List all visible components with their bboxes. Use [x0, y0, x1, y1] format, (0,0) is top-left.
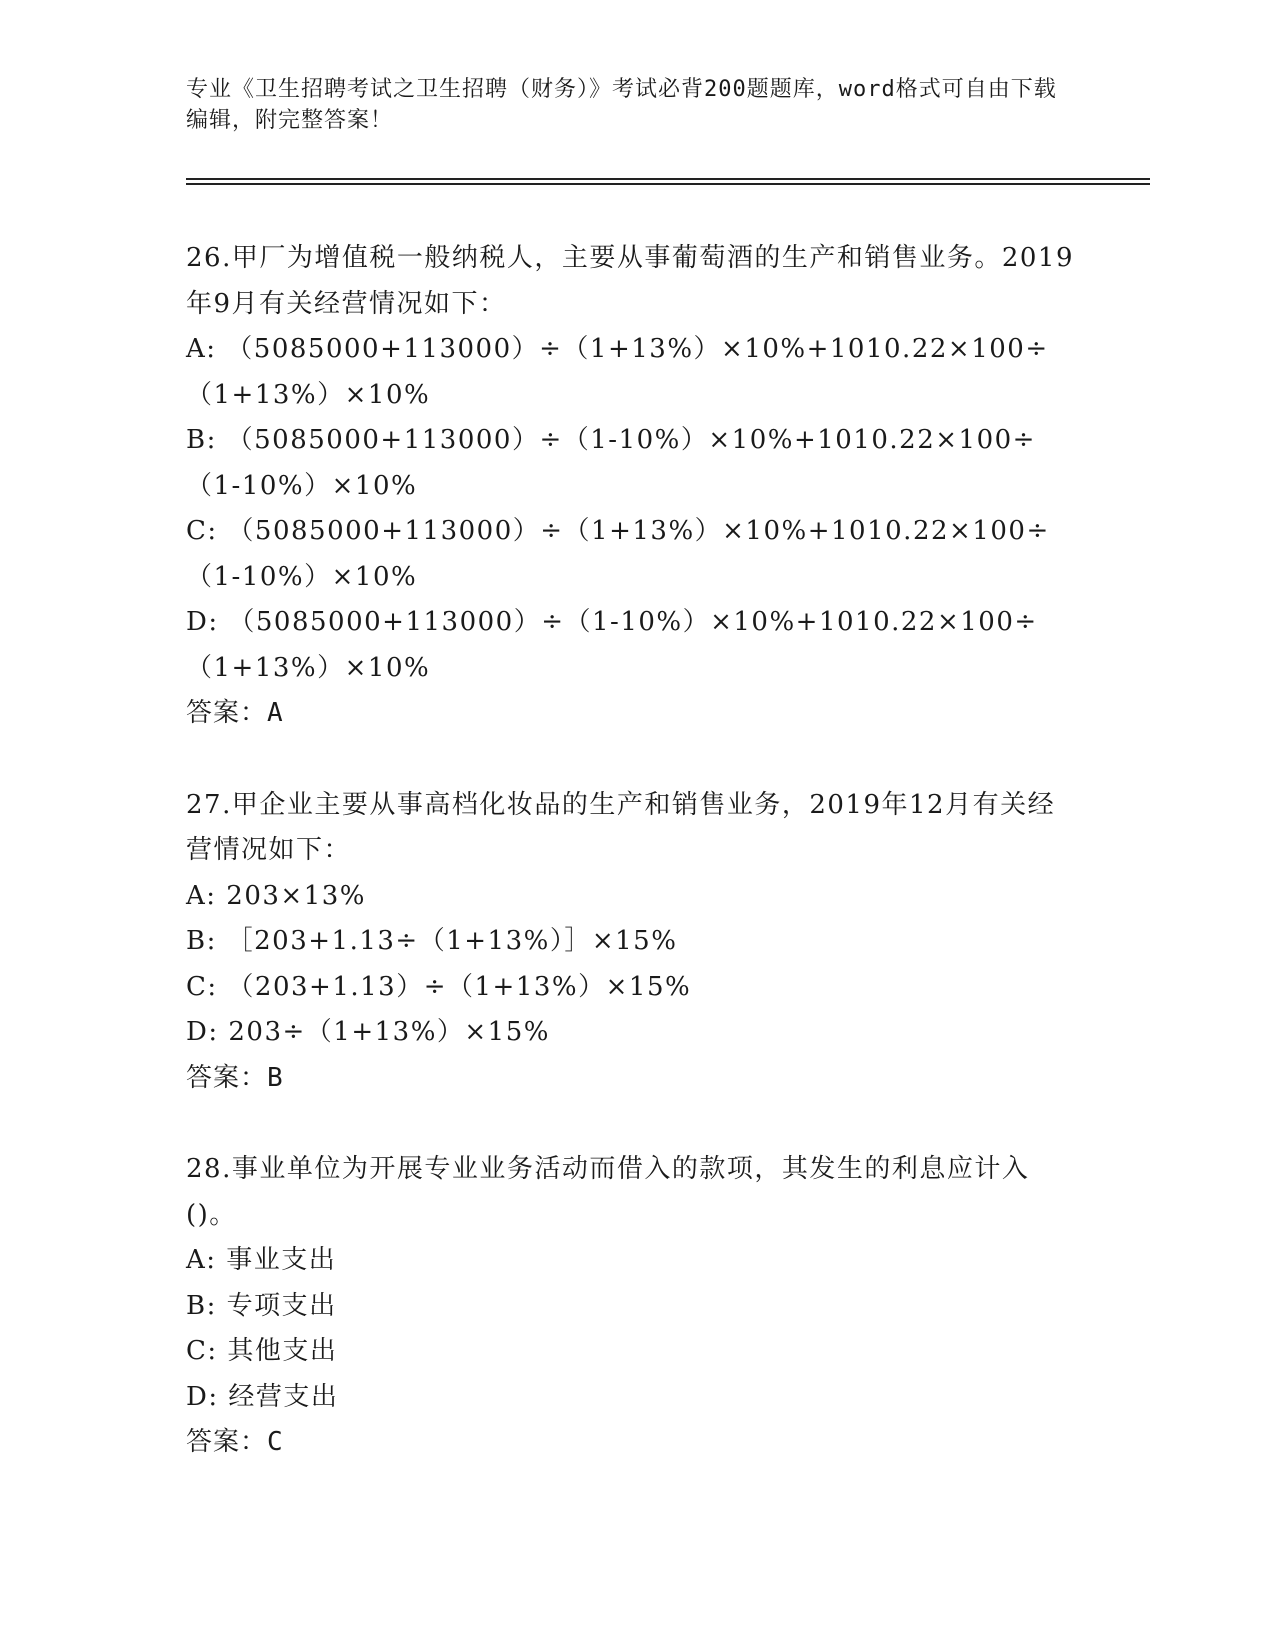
answer-line: 答案：A	[186, 698, 284, 728]
document-header	[186, 74, 1066, 136]
question-27	[186, 783, 1076, 1102]
option-c: C: 其他支出	[186, 1336, 338, 1366]
option-c: C: （203+1.13）÷（1+13%）×15%	[186, 971, 692, 1002]
option-d: D: 经营支出	[186, 1381, 339, 1412]
option-a: A: 203×13%	[186, 880, 367, 911]
header-divider-top	[186, 178, 1150, 180]
option-c: C: （5085000+113000）÷（1+13%）×10%+1010.22×100÷（1-10%）×10%	[186, 516, 1050, 592]
option-d: D: 203÷（1+13%）×15%	[186, 1017, 550, 1047]
option-b: B: （5085000+113000）÷（1-10%）×10%+1010.22×100÷（1-10%）×10%	[186, 425, 1036, 501]
question-stem: 28.事业单位为开展专业业务活动而借入的款项，其发生的利息应计入()。	[186, 1154, 1030, 1230]
question-26	[186, 236, 1076, 737]
option-a: A: 事业支出	[186, 1245, 337, 1275]
option-b: B: ［203+1.13÷（1+13%）］×15%	[186, 926, 678, 956]
option-b: B: 专项支出	[186, 1290, 337, 1321]
answer-line: 答案：C	[186, 1427, 284, 1457]
question-28	[186, 1147, 1076, 1466]
option-d: D: （5085000+113000）÷（1-10%）×10%+1010.22×100÷（1+13%）×10%	[186, 607, 1038, 683]
answer-line: 答案：B	[186, 1062, 284, 1093]
question-stem: 27.甲企业主要从事高档化妆品的生产和销售业务，2019年12月有关经营情况如下：	[186, 789, 1056, 865]
question-stem: 26.甲厂为增值税一般纳税人，主要从事葡萄酒的生产和销售业务。2019年9月有关经营情况如下：	[186, 243, 1075, 319]
header-divider-bottom	[186, 183, 1150, 185]
option-a: A: （5085000+113000）÷（1+13%）×10%+1010.22×100÷（1+13%）×10%	[186, 334, 1049, 410]
header-intro-text: 专业《卫生招聘考试之卫生招聘（财务）》考试必背200题题库，word格式可自由下载编辑，附完整答案！	[186, 77, 1057, 133]
question-list	[186, 236, 1076, 1512]
